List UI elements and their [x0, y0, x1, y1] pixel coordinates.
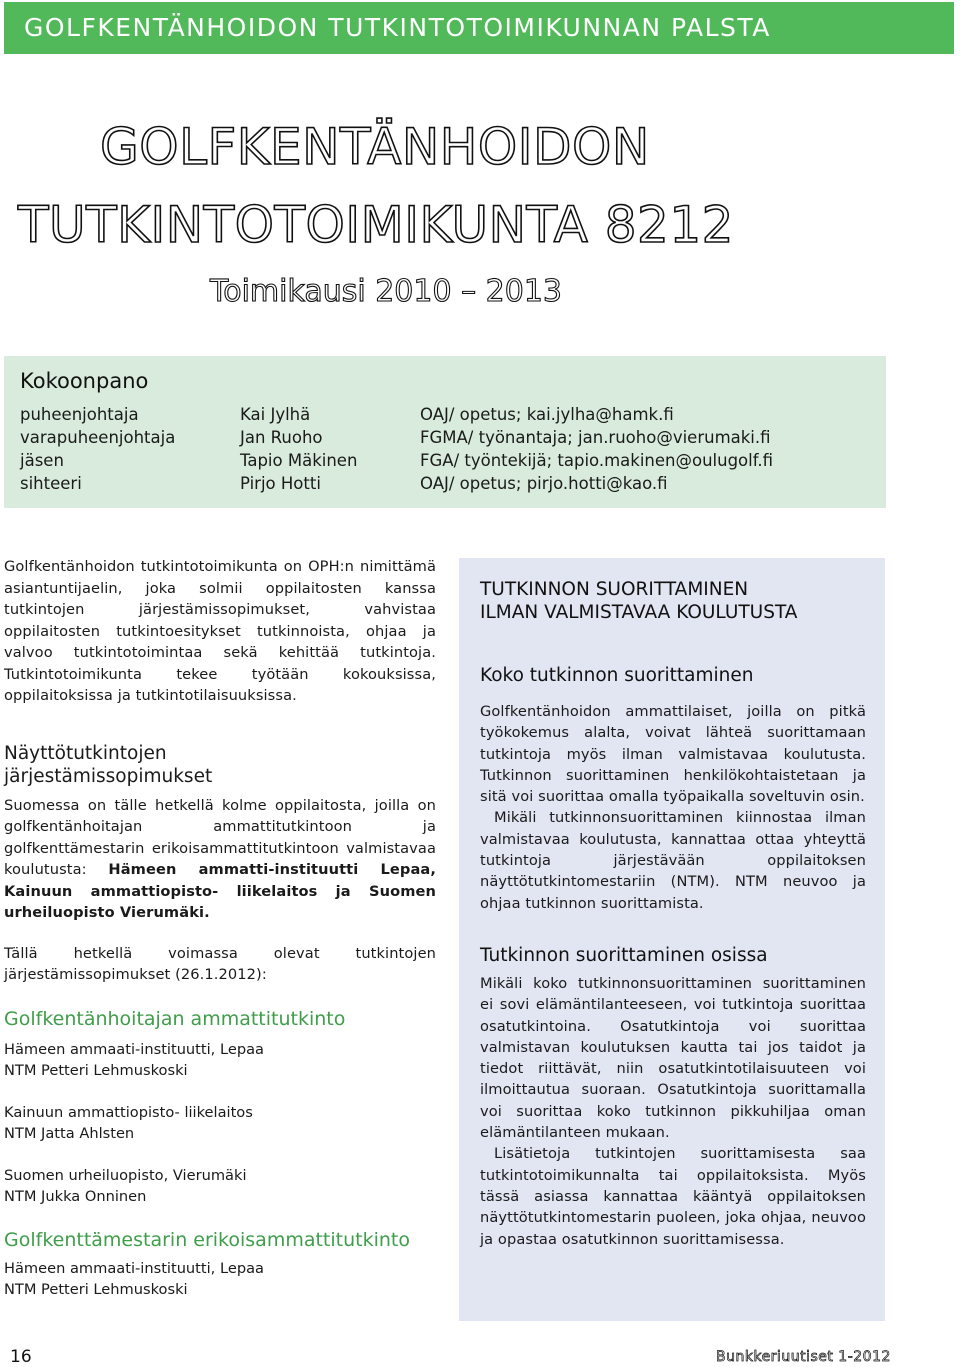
kokoonpano-heading: Kokoonpano	[20, 369, 149, 393]
member-info: FGA/ työntekijä; tapio.makinen@oulugolf.fi	[420, 451, 773, 470]
right-column-box	[459, 558, 885, 1321]
page-title-line-2: TUTKINTOTOIMIKUNTA 8212	[18, 196, 734, 254]
right-column-content	[480, 578, 866, 1250]
degree2-line: Hämeen ammaati-instituutti, Lepaa	[4, 1259, 264, 1277]
member-name: Kai Jylhä	[240, 405, 311, 424]
left-column	[4, 556, 436, 1301]
section-heading-line-2: järjestämissopimukset	[4, 765, 213, 787]
right-heading-line-2: ILMAN VALMISTAVAA KOULUTUSTA	[480, 602, 798, 623]
member-role: jäsen	[20, 451, 64, 470]
intro-paragraph: Golfkentänhoidon tutkintotoimikunta on OPH:n nimittämä asiantuntijaelin, joka solmii oppilaitosten kanssa tutkintojen järjestämissopimukset, vahvistaa oppilaitosten tutkintoesitykset tutkinnoista, ohjaa ja valvoo tutkintotoimintaa sekä kehittää tutkintoja. Tutkintotoimikunta tekee työtään kokouksissa, oppilaitoksissa ja tutkintotilaisuuksissa.	[4, 558, 436, 704]
section-paragraph	[4, 795, 436, 924]
section-heading-line-1: Näyttötutkintojen	[4, 742, 167, 764]
right-subheading-1: Koko tutkinnon suorittaminen	[480, 665, 754, 686]
right-heading-line-1: TUTKINNON SUORITTAMINEN	[480, 579, 749, 600]
right-paragraph-1: Golfkentänhoidon ammattilaiset, joilla on pitkä työkokemus alalta, voivat lähteä suorittamaan tutkintoja myös ilman valmistavaa koulutusta. Tutkinnon suorittaminen henkilökohtaistetaan ja sitä voi suorittaa omalla työpaikalla soveltuvin osin.	[480, 703, 866, 806]
degree1-line: NTM Jukka Onninen	[4, 1188, 147, 1205]
degree-heading-2: Golfkenttämestarin erikoisammattitutkinto	[4, 1228, 411, 1251]
right-paragraph-2: Mikäli tutkinnonsuorittaminen kiinnostaa ilman valmistavaa koulutusta, kannattaa ottaa yhteyttä tutkintoja järjestävään oppilaitoksen näyttötutkintomestariin (NTM). NTM neuvoo ja ohjaa tutkinnon suorittamista.	[480, 809, 866, 912]
section-text: Suomessa on tälle hetkellä kolme oppilaitosta, joilla on golfkentänhoitajan ammattitutkintoon ja golfkenttämestarin erikoisammattitutkintoon valmistavaa koulutusta:	[4, 796, 436, 878]
page-subtitle: Toimikausi 2010 – 2013	[210, 274, 562, 309]
section-banner	[4, 2, 954, 54]
banner-text: GOLFKENTÄNHOIDON TUTKINTOTOIMIKUNNAN PALSTA	[24, 13, 771, 42]
section-bold-text: Hämeen ammatti-instituutti Lepaa, Kainuun ammattiopisto- liikelaitos ja Suomen urheiluopisto Vierumäki.	[4, 861, 436, 921]
right-subheading-2: Tutkinnon suorittaminen osissa	[480, 944, 768, 966]
footer-publication: Bunkkeriuutiset 1-2012	[716, 1349, 891, 1365]
section-heading	[4, 742, 436, 788]
right-paragraph-3: Mikäli koko tutkinnonsuorittaminen suorittaminen ei sovi elämäntilanteeseen, voi tutkintoja suorittaa osatutkintoina. Osatutkintoja voi suorittaa valmistavan koulutuksen kautta tai jos taidot ja tiedot riittävät, niin osatutkintotilaisuuteen voi ilmoittautua suoraan. Osatutkintoja suorittamalla voi suorittaa koko tutkinnon pikkuhiljaa oman elämäntilanteen mukaan.	[480, 974, 866, 1142]
member-info: FGMA/ työnantaja; jan.ruoho@vierumaki.fi	[420, 428, 771, 447]
degree1-line: NTM Petteri Lehmuskoski	[4, 1062, 188, 1079]
member-name: Pirjo Hotti	[240, 474, 321, 493]
degree1-line: Hämeen ammaati-instituutti, Lepaa	[4, 1040, 264, 1058]
member-info: OAJ/ opetus; kai.jylha@hamk.fi	[420, 405, 674, 424]
kokoonpano-box	[4, 356, 886, 508]
member-role: varapuheenjohtaja	[20, 428, 176, 447]
degree-heading-1: Golfkentänhoitajan ammattitutkinto	[4, 1007, 346, 1030]
current-agreements-text: Tällä hetkellä voimassa olevat tutkintojen järjestämissopimukset (26.1.2012):	[4, 944, 436, 983]
member-info: OAJ/ opetus; pirjo.hotti@kao.fi	[420, 474, 668, 493]
right-heading	[480, 578, 866, 624]
member-role: sihteeri	[20, 474, 82, 493]
degree1-line: Kainuun ammattiopisto- liikelaitos	[4, 1103, 253, 1121]
page-title-line-1: GOLFKENTÄNHOIDON	[100, 118, 650, 176]
member-name: Tapio Mäkinen	[240, 451, 358, 470]
page-number: 16	[10, 1347, 32, 1367]
degree2-line: NTM Petteri Lehmuskoski	[4, 1281, 188, 1298]
degree1-line: NTM Jatta Ahlsten	[4, 1125, 135, 1142]
member-name: Jan Ruoho	[240, 428, 323, 447]
right-paragraph-4: Lisätietoja tutkintojen suorittamisesta saa tutkintotoimikunnalta tai oppilaitoksista. Myös tässä asiassa kannattaa kääntyä oppilaitoksen näyttötutkintomestarin puoleen, joka ohjaa, neuvoo ja opastaa osatutkinnon suorittamisessa.	[480, 1145, 866, 1248]
member-role: puheenjohtaja	[20, 405, 139, 424]
degree1-line: Suomen urheiluopisto, Vierumäki	[4, 1166, 247, 1184]
